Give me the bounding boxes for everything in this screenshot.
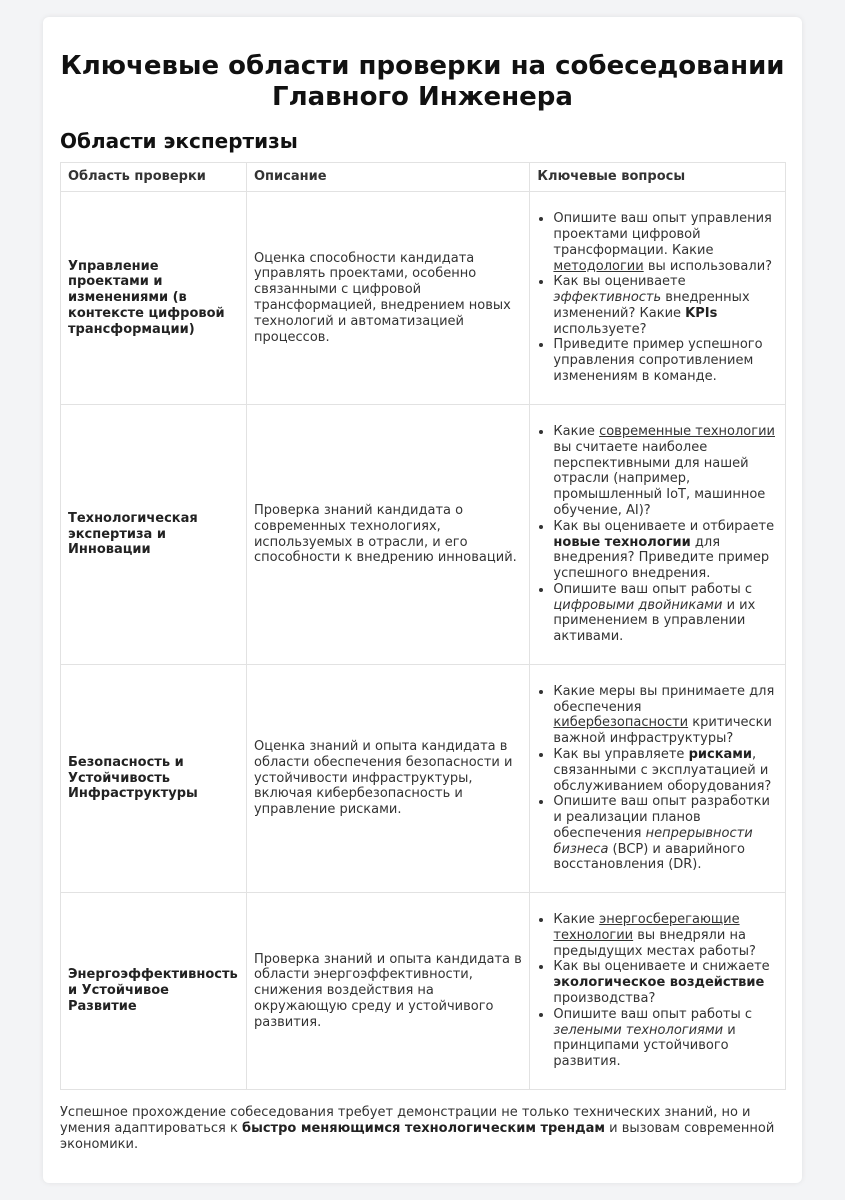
description-cell: Оценка знаний и опыта кандидата в области обеспечения безопасности и устойчивости инфраструктуры, включая кибербезопасность и управление рисками. [246,665,529,893]
text-segment: для внедрения? Приведите пример успешного внедрения. [553,534,770,582]
table-row [61,192,786,405]
text-segment: Как вы оцениваете и отбираете [553,518,775,534]
page-title: Ключевые области проверки на собеседовании Главного Инженера [60,51,785,112]
text-segment: используете? [553,321,647,337]
questions-list [537,424,778,645]
text-segment: Как вы управляете [553,746,689,762]
question-item [553,747,778,794]
text-segment: Опишите ваш опыт работы с [553,581,753,597]
question-item [553,274,778,337]
header-area: Область проверки [61,163,247,192]
section-title: Области экспертизы [60,129,298,153]
bold-text: быстро меняющимся технологическим трендам [242,1121,606,1136]
text-segment: Опишите ваш опыт разработки и реализации планов обеспечения [553,794,770,841]
text-segment: критически важной инфраструктуры? [553,715,772,747]
text-segment: (BCP) и аварийного восстановления (DR). [553,841,745,873]
questions-list [537,684,778,874]
bold-text: экологическое воздействие [553,975,765,991]
text-segment: Как вы оцениваете [553,274,686,290]
questions-cell [530,405,786,665]
question-item [553,684,778,747]
text-segment: , связанными с эксплуатацией и обслуживанием оборудования? [553,746,772,794]
area-cell: Управление проектами и изменениями (в контексте цифровой трансформации) [61,192,247,405]
text-segment: вы внедряли на предыдущих местах работы? [553,927,756,959]
underlined-text: методологии [553,258,644,274]
question-item [553,337,778,384]
area-cell: Энергоэффективность и Устойчивое Развитие [61,893,247,1090]
text-segment: Успешное прохождение собеседования требует демонстрации не только технических знаний, но и умения адаптироваться к [60,1105,751,1136]
footer-note [60,1105,790,1153]
table-row [61,893,786,1090]
text-segment: Какие [553,423,600,439]
text-segment: производства? [553,991,656,1006]
table-row [61,665,786,893]
text-segment: вы использовали? [643,258,773,274]
header-questions: Ключевые вопросы [530,163,786,192]
table-row [61,405,786,665]
text-segment: Опишите ваш опыт работы с [553,1006,753,1022]
text-segment: Опишите ваш опыт управления проектами цифровой трансформации. Какие [553,211,772,258]
table-header-row [61,163,786,192]
text-segment: внедренных изменений? Какие [553,290,750,321]
question-item [553,582,778,645]
question-item [553,912,778,959]
description-cell: Проверка знаний и опыта кандидата в области энергоэффективности, снижения воздействия на окружающую среду и устойчивого развития. [246,893,529,1090]
description-cell: Оценка способности кандидата управлять проектами, особенно связанными с цифровой трансформацией, внедрением новых технологий и автоматизацией процессов. [246,192,529,405]
questions-cell [530,893,786,1090]
area-cell: Технологическая экспертиза и Инновации [61,405,247,665]
italic-text: непрерывности бизнеса [553,825,753,857]
expertise-table [60,162,786,1090]
area-cell: Безопасность и Устойчивость Инфраструктуры [61,665,247,893]
underlined-text: кибербезопасности [553,715,689,731]
text-segment: Какие меры вы принимаете для обеспечения [553,683,775,715]
text-segment: вы считаете наиболее перспективными для нашей отрасли (например, промышленный IoT, машинное обучение, AI)? [553,439,766,518]
question-item [553,424,778,519]
underlined-text: энергосберегающие технологии [553,912,740,943]
document-card [43,17,802,1183]
questions-cell [530,665,786,893]
text-segment: Приведите пример успешного управления сопротивлением изменениям в команде. [553,337,763,385]
bold-text: рисками [688,746,753,762]
text-segment: Какие [553,912,600,928]
text-segment: и вызовам современной экономики. [60,1121,775,1152]
bold-text: KPIs [685,305,718,321]
bold-text: новые технологии [553,534,691,550]
underlined-text: современные технологии [599,423,775,439]
description-cell: Проверка знаний кандидата о современных технологиях, используемых в отрасли, и его способности к внедрению инноваций. [246,405,529,665]
italic-text: цифровыми двойниками [553,597,723,613]
questions-list [537,912,778,1070]
questions-cell [530,192,786,405]
italic-text: эффективность [553,290,662,306]
header-description: Описание [246,163,529,192]
questions-list [537,211,778,385]
question-item [553,1007,778,1070]
text-segment: и принципами устойчивого развития. [553,1022,736,1070]
question-item [553,959,778,1006]
italic-text: зелеными технологиями [553,1022,724,1038]
question-item [553,794,778,873]
text-segment: и их применением в управлении активами. [553,597,756,645]
text-segment: Как вы оцениваете и снижаете [553,959,770,975]
question-item [553,211,778,274]
question-item [553,519,778,582]
